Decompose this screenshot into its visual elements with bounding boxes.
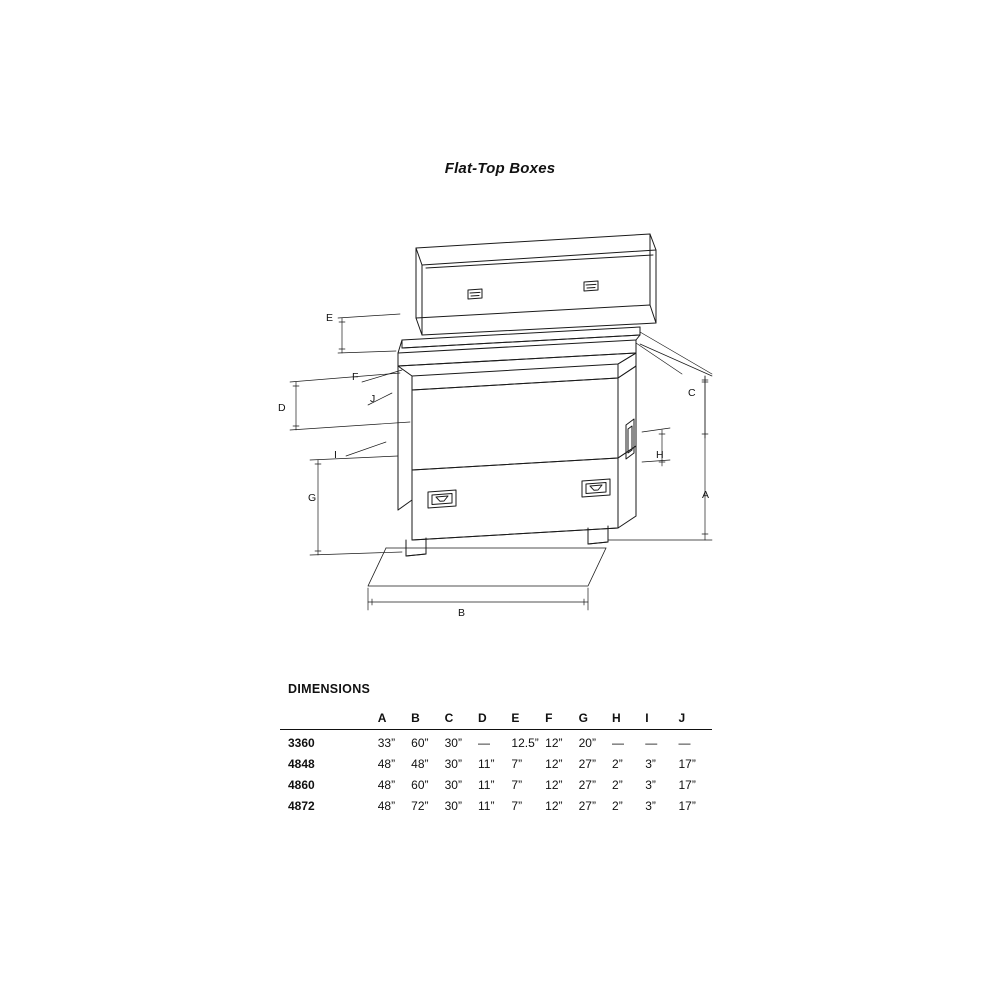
cell-d: — [478,736,491,750]
callout-label-E: E [326,312,334,324]
col-header-c: C [444,711,454,725]
cell-h: 2” [612,799,623,813]
callout-label-A: A [702,489,710,501]
callout-label-I: I [334,449,337,461]
col-header-d: D [478,711,487,725]
col-header-model [280,708,378,730]
page-title: Flat-Top Boxes [444,160,556,177]
cell-d: 11” [478,799,495,813]
cell-b: 60” [411,736,429,750]
row-model: 4872 [288,799,315,813]
cell-f: 12” [545,736,563,750]
dimensions-table [280,708,712,817]
cell-e: 7” [511,778,523,792]
cell-i: — [645,736,658,750]
table-row [280,754,712,775]
cell-f: 12” [545,778,563,792]
cell-h: 2” [612,757,623,771]
cell-c: 30” [444,757,462,771]
cell-e: 7” [511,799,523,813]
col-header-f: F [545,711,553,725]
cell-e: 7” [511,757,523,771]
cell-j: 17” [678,799,696,813]
cell-e: 12.5” [511,736,539,750]
cell-g: 27” [578,757,596,771]
cell-d: 11” [478,778,495,792]
callout-label-C: C [688,387,696,399]
table-row [280,796,712,817]
row-model: 3360 [288,736,315,750]
cell-j: 17” [678,778,696,792]
cell-f: 12” [545,799,563,813]
cell-h: — [612,736,625,750]
callout-label-F: F [352,371,359,383]
cell-d: 11” [478,757,495,771]
cell-g: 27” [578,799,596,813]
cell-c: 30” [444,778,462,792]
callout-label-B: B [458,607,466,619]
table-header-row [280,708,712,730]
cell-i: 3” [645,757,656,771]
row-model: 4860 [288,778,315,792]
cell-g: 20” [578,736,596,750]
cell-b: 72” [411,799,429,813]
cell-a: 48” [377,799,396,813]
col-header-e: E [511,711,520,725]
callout-label-J: J [370,393,376,405]
table-row [280,775,712,796]
cell-a: 48” [377,757,396,771]
table-row [280,730,712,755]
cell-j: — [678,736,691,750]
cell-h: 2” [612,778,623,792]
cell-i: 3” [645,799,656,813]
cell-b: 60” [411,778,429,792]
callout-label-D: D [278,402,286,414]
cell-b: 48” [411,757,429,771]
col-header-h: H [612,711,621,725]
row-model: 4848 [288,757,315,771]
cell-f: 12” [545,757,563,771]
cell-c: 30” [444,736,462,750]
cell-j: 17” [678,757,696,771]
dimensions-heading: DIMENSIONS [288,682,371,696]
col-header-j: J [678,711,686,725]
cell-a: 48” [377,778,396,792]
callout-label-G: G [308,492,317,504]
col-header-a: A [377,711,387,725]
col-header-g: G [578,711,588,725]
product-line-drawing [250,210,770,640]
callout-label-H: H [656,449,664,461]
col-header-i: I [645,711,649,725]
col-header-b: B [411,711,420,725]
cell-i: 3” [645,778,656,792]
cell-g: 27” [578,778,596,792]
cell-c: 30” [444,799,462,813]
cell-a: 33” [377,736,396,750]
